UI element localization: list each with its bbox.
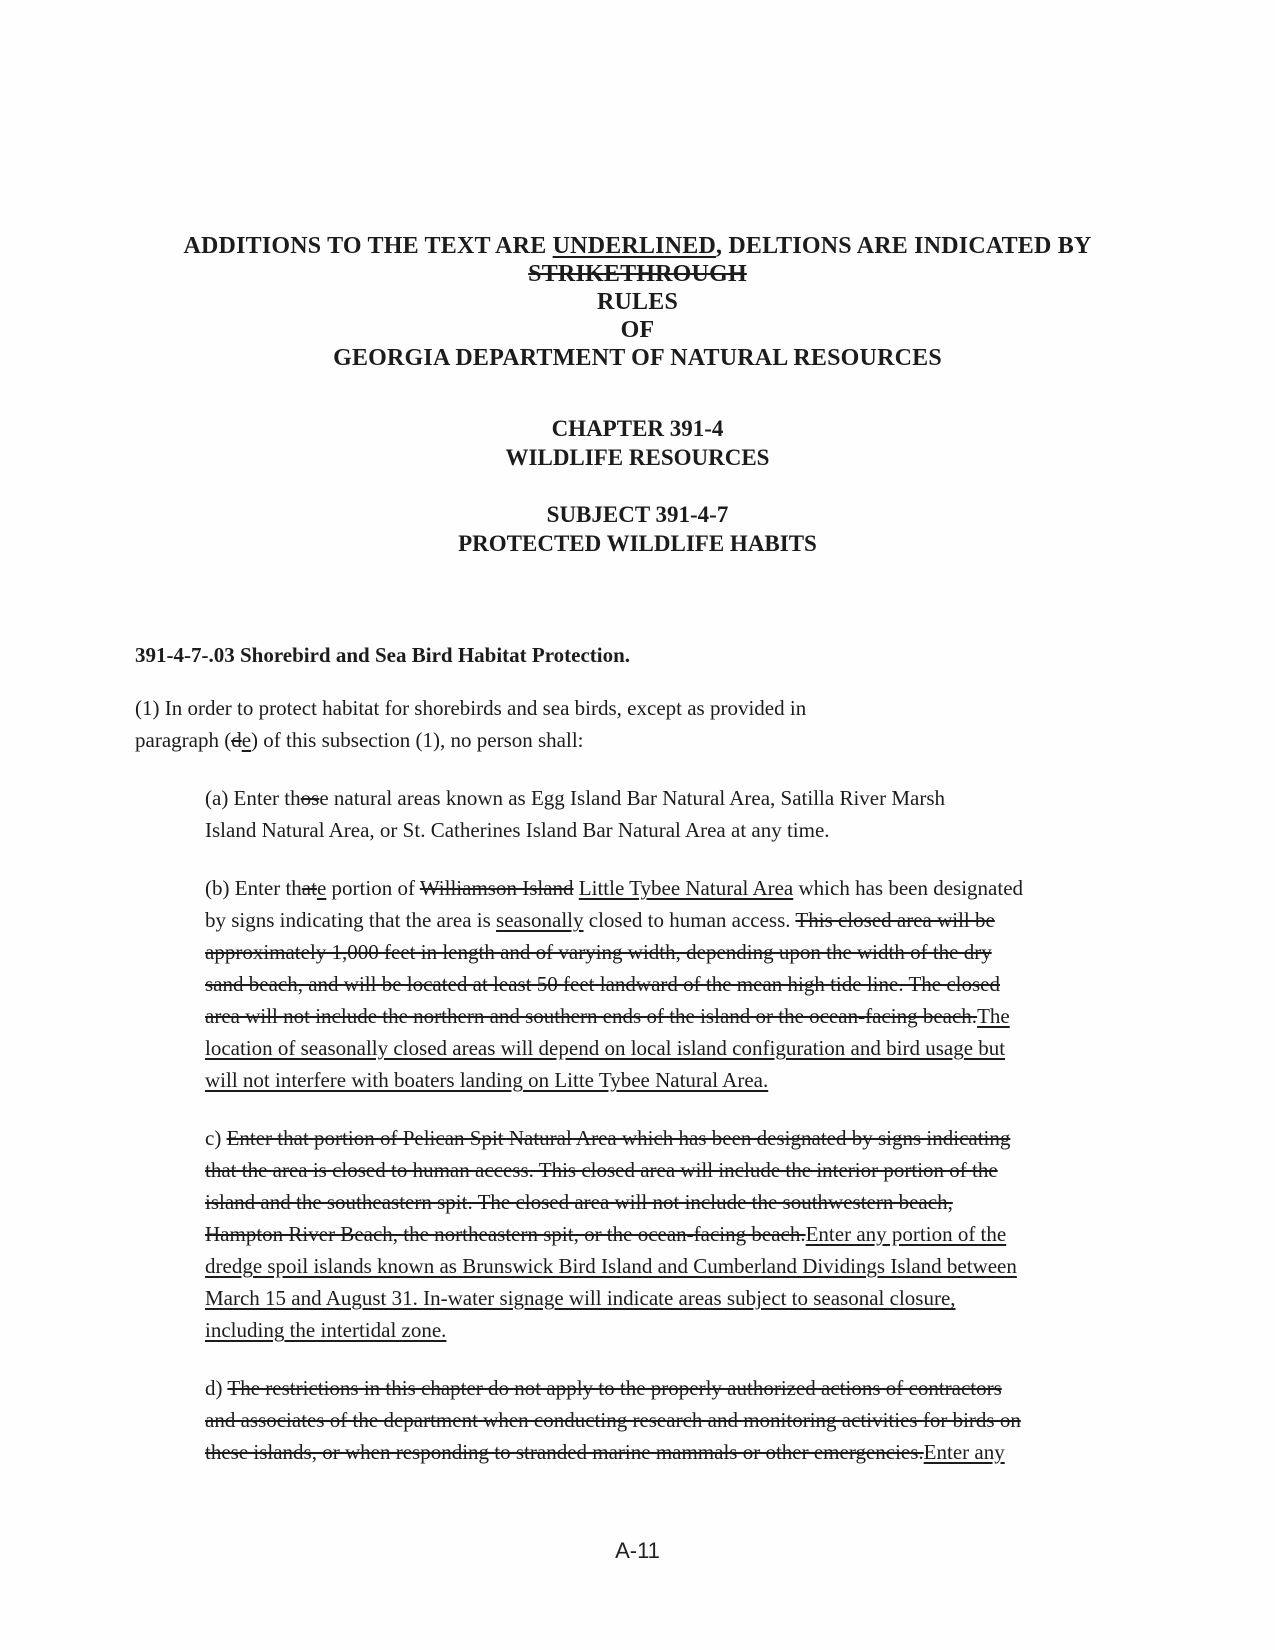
deleted-text: that the area is closed to human access. This closed area will include the interior portion of the	[205, 1158, 998, 1182]
text-segment: ) of this subsection (1), no person shall:	[251, 728, 584, 752]
deleted-text: Enter that portion of Pelican Spit Natural Area which has been designated by signs indicating	[226, 1126, 1011, 1150]
text-segment: PROTECTED WILDLIFE HABITS	[458, 531, 817, 556]
text-segment: ADDITIONS TO THE TEXT ARE	[183, 233, 553, 259]
text-line	[0, 414, 1275, 443]
text-segment: paragraph (	[135, 728, 232, 752]
text-line	[205, 782, 1100, 814]
deleted-text: these islands, or when responding to stranded marine mammals or other emergencies.	[205, 1440, 924, 1464]
deleted-text: sand beach, and will be located at least 50 feet landward of the mean high tide line. The closed	[205, 972, 1000, 996]
text-segment: c)	[205, 1126, 227, 1150]
paragraph-d	[205, 1372, 1100, 1468]
text-segment: closed to human access.	[583, 908, 796, 932]
deleted-text: island and the southeastern spit. The closed area will not include the southwestern beach,	[205, 1190, 953, 1214]
text-segment: (b) Enter th	[205, 876, 302, 900]
text-segment: CHAPTER 391-4	[551, 416, 724, 441]
deleted-text: The restrictions in this chapter do not apply to the properly authorized actions of contractors	[227, 1376, 1002, 1400]
deleted-text: approximately 1,000 feet in length and of varying width, depending upon the width of the dry	[205, 940, 992, 964]
text-line	[205, 814, 1100, 846]
text-line	[205, 1000, 1100, 1032]
inserted-text: Enter any	[923, 1440, 1005, 1464]
inserted-text: Little Tybee Natural Area	[578, 876, 794, 900]
text-line	[205, 968, 1100, 1000]
text-line	[0, 443, 1275, 472]
deleted-text: os	[300, 786, 320, 810]
text-line	[205, 1122, 1100, 1154]
text-segment: GEORGIA DEPARTMENT OF NATURAL RESOURCES	[333, 345, 942, 371]
text-line	[0, 500, 1275, 529]
text-line	[0, 260, 1275, 288]
text-line	[205, 1436, 1100, 1468]
inserted-text: Enter any portion of the	[805, 1222, 1007, 1246]
text-segment: (1) In order to protect habitat for shorebirds and sea birds, except as provided in	[135, 696, 807, 720]
subject-heading	[0, 500, 1275, 558]
text-line	[135, 692, 1100, 724]
text-line	[205, 1186, 1100, 1218]
text-line	[0, 529, 1275, 558]
paragraph-c	[205, 1122, 1100, 1346]
paragraph-b	[205, 872, 1100, 1096]
text-line	[0, 288, 1275, 316]
inserted-text: e	[241, 728, 252, 752]
text-segment: RULES	[596, 289, 679, 315]
deleted-text: Hampton River Beach, the northeastern spit, or the ocean-facing beach.	[205, 1222, 806, 1246]
text-line	[205, 872, 1100, 904]
deleted-text: This closed area will be	[795, 908, 995, 932]
chapter-heading	[0, 414, 1275, 472]
text-line	[135, 724, 1100, 756]
text-segment: SUBJECT 391-4-7	[546, 502, 729, 527]
inserted-text: seasonally	[496, 908, 584, 932]
inserted-text: will not interfere with boaters landing on Litte Tybee Natural Area.	[205, 1068, 769, 1092]
text-segment: OF	[620, 317, 655, 343]
text-line	[205, 1282, 1100, 1314]
text-line	[205, 936, 1100, 968]
inserted-text: March 15 and August 31. In-water signage will indicate areas subject to seasonal closure,	[205, 1286, 956, 1310]
text-segment: portion of	[326, 876, 420, 900]
inserted-text: including the intertidal zone.	[205, 1318, 447, 1342]
text-segment: which has been designated	[793, 876, 1024, 900]
text-segment: by signs indicating that the area is	[205, 908, 497, 932]
inserted-text: UNDERLINED	[552, 233, 716, 259]
text-segment: (a) Enter th	[205, 786, 301, 810]
inserted-text: e	[316, 876, 327, 900]
paragraph-1	[135, 692, 1100, 756]
deleted-text: and associates of the department when conducting research and monitoring activities for birds on	[205, 1408, 1021, 1432]
text-line	[205, 1250, 1100, 1282]
text-line	[205, 1372, 1100, 1404]
text-line	[0, 232, 1275, 260]
page-number: A-11	[615, 1538, 660, 1563]
text-line	[205, 904, 1100, 936]
text-line	[205, 1218, 1100, 1250]
deleted-text: area will not include the northern and southern ends of the island or the ocean-facing beach.	[205, 1004, 978, 1028]
text-line	[205, 1404, 1100, 1436]
text-segment: WILDLIFE RESOURCES	[505, 445, 770, 470]
text-segment: Island Natural Area, or St. Catherines Island Bar Natural Area at any time.	[205, 818, 830, 842]
document-title-block	[0, 232, 1275, 372]
text-segment: e natural areas known as Egg Island Bar Natural Area, Satilla River Marsh	[319, 786, 946, 810]
text-line	[205, 1314, 1100, 1346]
section-heading: 391-4-7-.03 Shorebird and Sea Bird Habitat Protection.	[135, 643, 631, 667]
deleted-text: Williamson Island	[419, 876, 574, 900]
text-segment: d)	[205, 1376, 228, 1400]
inserted-text: location of seasonally closed areas will depend on local island configuration and bird usage but	[205, 1036, 1006, 1060]
deleted-text: d	[231, 728, 242, 752]
paragraph-a	[205, 782, 1100, 846]
document-body	[135, 692, 1100, 1494]
text-line	[205, 1154, 1100, 1186]
text-line	[205, 1032, 1100, 1064]
deleted-text: STRIKETHROUGH	[528, 261, 747, 287]
text-segment: , DELTIONS ARE INDICATED BY	[715, 233, 1092, 259]
text-line	[205, 1064, 1100, 1096]
inserted-text: dredge spoil islands known as Brunswick Bird Island and Cumberland Dividings Island between	[205, 1254, 1017, 1278]
inserted-text: The	[977, 1004, 1010, 1028]
text-line	[0, 316, 1275, 344]
text-line	[0, 344, 1275, 372]
deleted-text: at	[301, 876, 317, 900]
